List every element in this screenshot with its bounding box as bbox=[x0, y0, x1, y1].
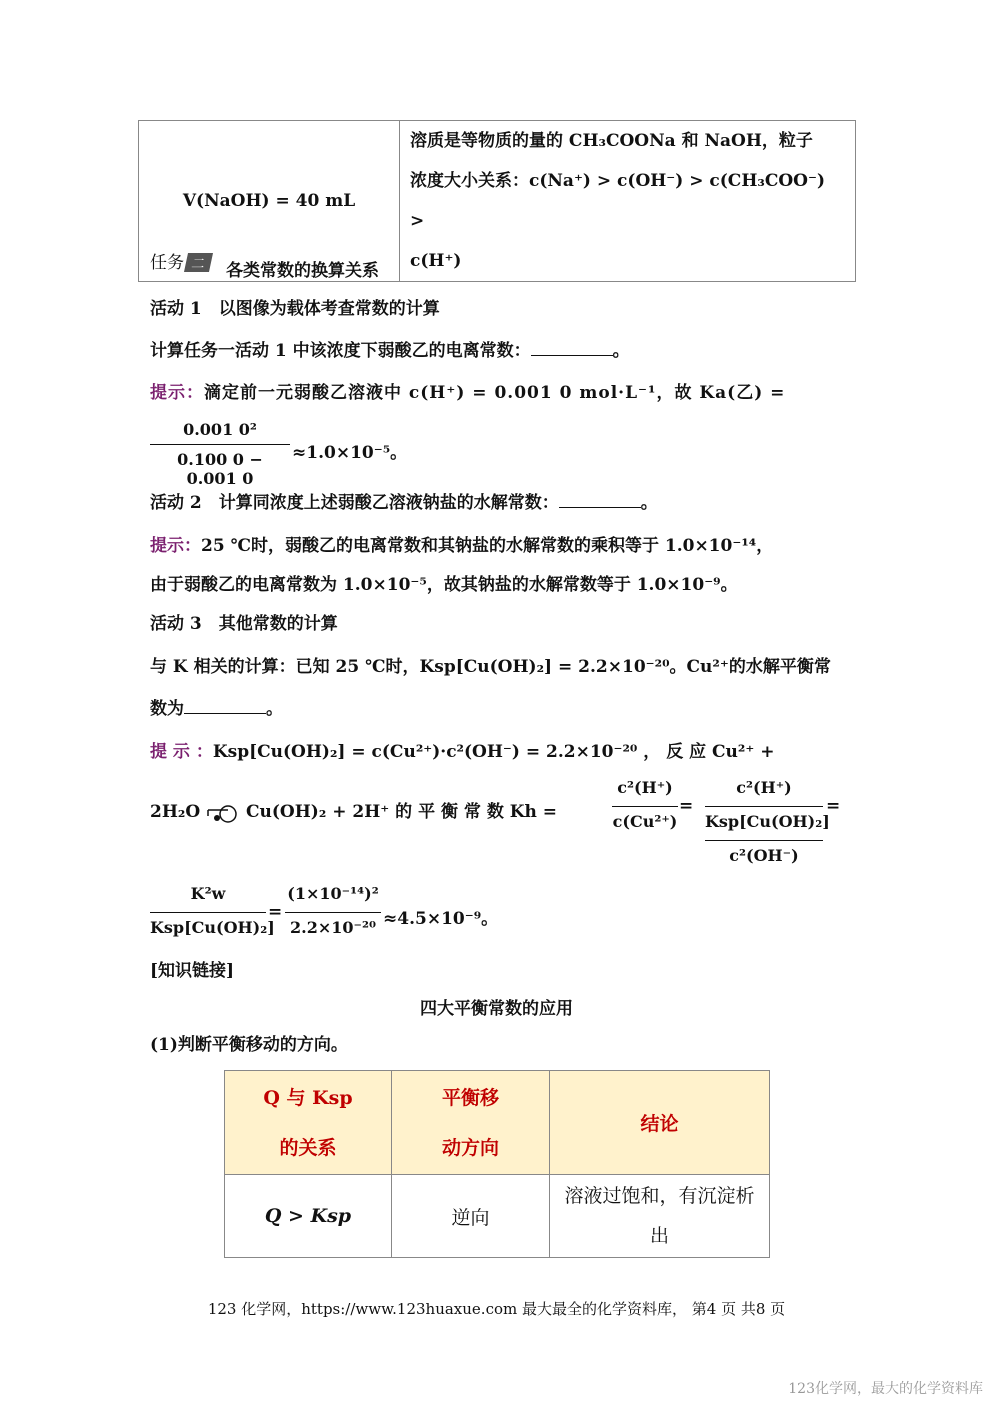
f2-den-num: Ksp[Cu(OH)₂] bbox=[705, 812, 830, 831]
activity1-question: 计算任务一活动 1 中该浓度下弱酸乙的电离常数： 。 bbox=[150, 341, 630, 361]
activity2-hint-2: 由于弱酸乙的电离常数为 1.0×10⁻⁵，故其钠盐的水解常数等于 1.0×10⁻⁹。 bbox=[150, 575, 738, 595]
frac-den: 0.100 0 − 0.001 0 bbox=[177, 450, 263, 488]
activity1-title: 活动 1 以图像为载体考查常数的计算 bbox=[150, 299, 440, 319]
answer-blank bbox=[531, 341, 613, 356]
equals-sign: = bbox=[679, 796, 694, 816]
f1-den: c(Cu²⁺) bbox=[612, 812, 678, 831]
knowledge-label: [知识链接] bbox=[150, 961, 235, 981]
activity3-title: 活动 3 其他常数的计算 bbox=[150, 614, 338, 634]
equals-sign: = bbox=[268, 902, 283, 922]
table-header-cell: 结论 bbox=[550, 1071, 770, 1175]
table-header-cell: Q 与 Ksp 的关系 bbox=[225, 1071, 392, 1175]
table-cell: Q > Ksp bbox=[225, 1175, 392, 1258]
answer-blank bbox=[559, 493, 641, 508]
f2-num: c²(H⁺) bbox=[736, 778, 792, 797]
answer-blank bbox=[184, 699, 266, 714]
knowledge-sub1: (1)判断平衡移动的方向。 bbox=[150, 1035, 348, 1055]
fraction-bar bbox=[150, 912, 266, 913]
task-title: 各类常数的换算关系 bbox=[226, 261, 379, 281]
table-cell: 逆向 bbox=[392, 1175, 550, 1258]
fraction-bar bbox=[612, 806, 678, 807]
fraction-bar bbox=[150, 444, 290, 445]
f4-num: (1×10⁻¹⁴)² bbox=[287, 884, 379, 903]
calc-result: ≈4.5×10⁻⁹。 bbox=[383, 909, 499, 929]
activity3-hint-2: 2H₂O Cu(OH)₂ + 2H⁺ 的 平 衡 常 数 Kh = bbox=[150, 802, 558, 822]
frac-result: ≈1.0×10⁻⁵。 bbox=[292, 443, 408, 463]
activity3-hint-1: 提 示 ：Ksp[Cu(OH)₂] = c(Cu²⁺)·c²(OH⁻) = 2.2×10⁻²⁰ ， 反 应 Cu²⁺ + bbox=[150, 742, 775, 762]
table-header-cell: 平衡移 动方向 bbox=[392, 1071, 550, 1175]
fraction-bar bbox=[285, 912, 381, 913]
task-badge: 二 bbox=[184, 253, 213, 272]
fraction-bar bbox=[705, 806, 823, 807]
reversible-arrow-icon bbox=[206, 802, 240, 824]
activity2-title: 活动 2 计算同浓度上述弱酸乙溶液钠盐的水解常数： 。 bbox=[150, 493, 658, 513]
page-footer: 123 化学网，https://www.123huaxue.com 最大最全的化学资料库， 第4 页 共8 页 bbox=[207, 1300, 786, 1318]
activity3-question-2: 数为 。 bbox=[150, 699, 283, 719]
activity3-question-1: 与 K 相关的计算：已知 25 ℃时，Ksp[Cu(OH)₂] = 2.2×10⁻²⁰。Cu²⁺的水解平衡常 bbox=[150, 657, 831, 677]
f3-num: K²w bbox=[190, 884, 226, 903]
activity2-hint-1: 提示：25 ℃时，弱酸乙的电离常数和其钠盐的水解常数的乘积等于 1.0×10⁻¹⁴， bbox=[150, 536, 774, 556]
watermark: 123化学网，最大的化学资料库 bbox=[788, 1381, 983, 1397]
f1-num: c²(H⁺) bbox=[617, 778, 673, 797]
activity1-hint: 提示：滴定前一元弱酸乙溶液中 c(H⁺) = 0.001 0 mol·L⁻¹，故 Ka(乙) = bbox=[150, 383, 786, 403]
f4-den: 2.2×10⁻²⁰ bbox=[290, 918, 376, 937]
equals-sign: = bbox=[826, 796, 841, 816]
frac-num: 0.001 0² bbox=[183, 420, 257, 439]
relation-table bbox=[224, 1070, 770, 1258]
f2-den-den: c²(OH⁻) bbox=[729, 846, 799, 865]
f3-den: Ksp[Cu(OH)₂] bbox=[150, 918, 275, 937]
task-label: 任务 二 bbox=[150, 248, 211, 273]
table-cell-description: 溶质是等物质的量的 CH₃COONa 和 NaOH，粒子 浓度大小关系：c(Na⁺) > c(OH⁻) > c(CH₃COO⁻) > c(H⁺) bbox=[400, 121, 856, 282]
fraction-bar bbox=[705, 840, 823, 841]
table-cell: 溶液过饱和，有沉淀析 出 bbox=[550, 1175, 770, 1258]
knowledge-heading: 四大平衡常数的应用 bbox=[420, 999, 573, 1019]
table-cell-condition: V(NaOH) = 40 mL bbox=[139, 121, 400, 282]
